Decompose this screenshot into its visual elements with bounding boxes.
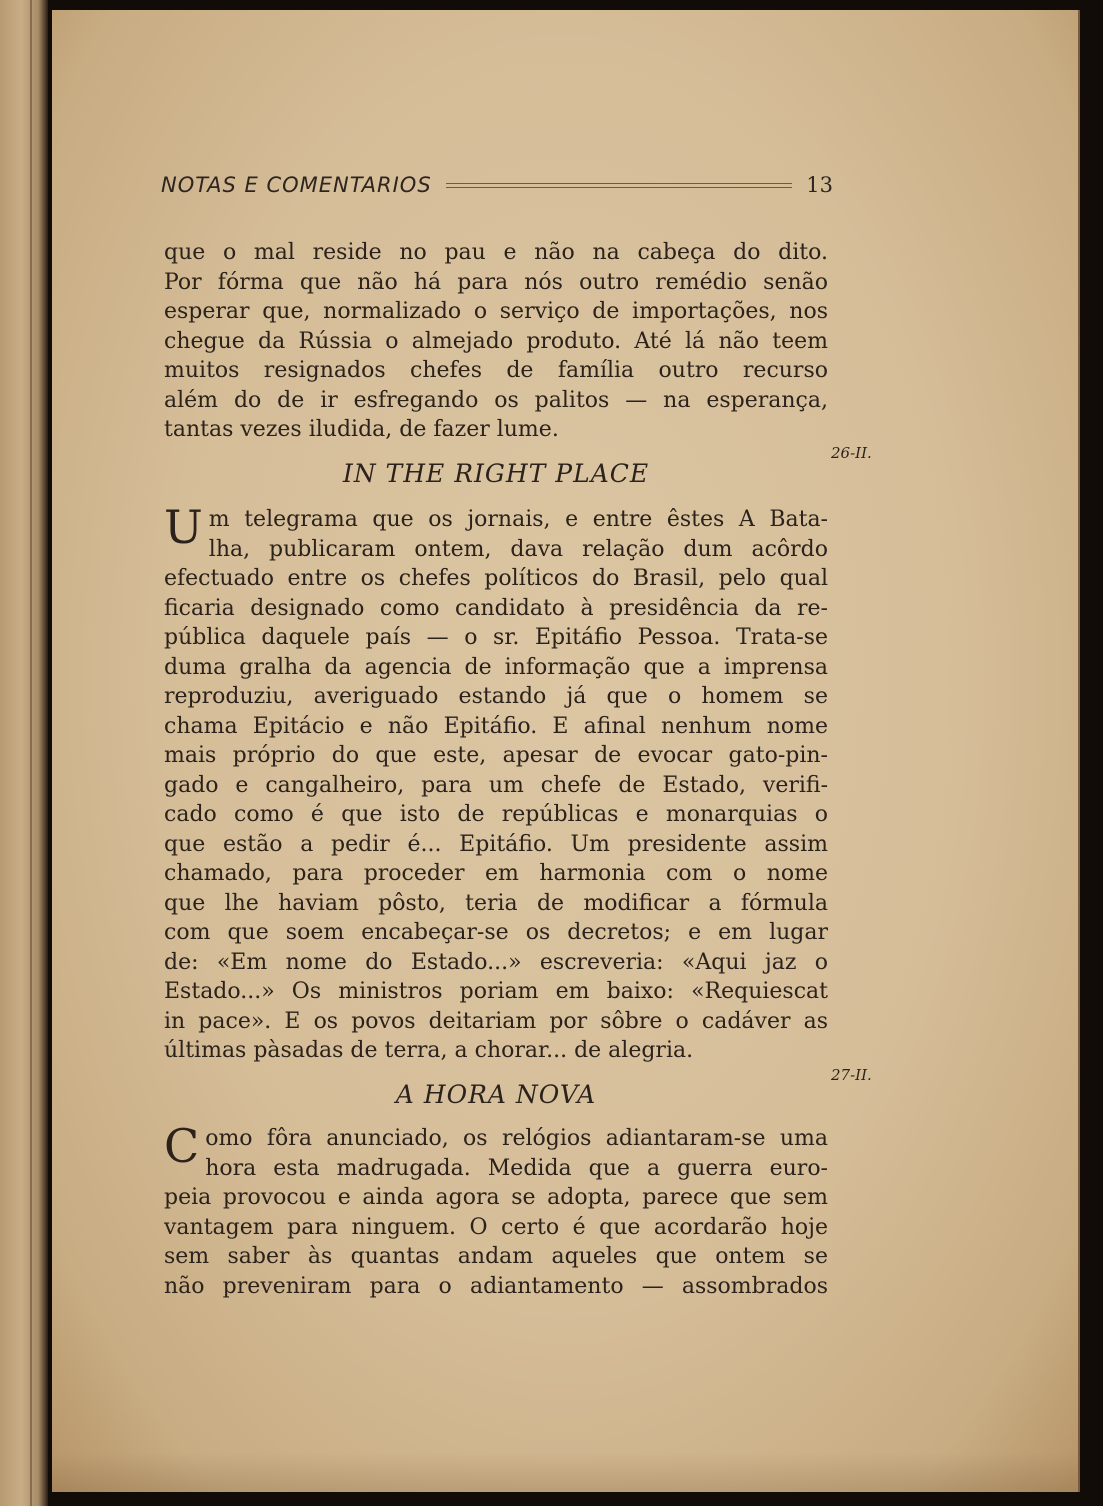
text-line: cado como é que isto de repúblicas e monarquias o xyxy=(164,802,828,827)
section-paragraph xyxy=(164,1119,828,1301)
running-title: NOTAS E COMENTARIOS xyxy=(161,173,432,197)
text-line: ficaria designado como candidato à presidência da re- xyxy=(164,595,828,621)
text-line: tantas vezes iludida, de fazer lume. xyxy=(164,417,559,442)
section-paragraph xyxy=(164,500,828,1066)
text-line: omo fôra anunciado, os relógios adiantaram-se uma xyxy=(205,1126,828,1151)
text-line: chama Epitácio e não Epitáfio. E afinal nenhum nome xyxy=(164,713,828,739)
text-line: muitos resignados chefes de família outro recurso xyxy=(164,358,828,383)
text-line: efectuado entre os chefes políticos do Brasil, pelo qual xyxy=(164,566,828,591)
date-line: 27-II. xyxy=(831,1066,872,1084)
text-line: duma gralha da agencia de informação que a imprensa xyxy=(164,654,828,680)
text-line: além do de ir esfregando os palitos — na esperança, xyxy=(164,387,828,413)
date-line: 26-II. xyxy=(831,444,872,462)
section-heading: IN THE RIGHT PLACE xyxy=(342,459,650,488)
text-line: Estado...» Os ministros poriam em baixo: «Requiescat xyxy=(164,979,828,1004)
text-line: que estão a pedir é... Epitáfio. Um presidente assim xyxy=(164,831,828,857)
text-line: Por fórma que não há para nós outro remédio senão xyxy=(164,269,828,295)
text-line: mais próprio do que este, apesar de evocar gato-pin- xyxy=(164,743,828,768)
text-line: pública daquele país — o sr. Epitáfio Pessoa. Trata-se xyxy=(164,625,828,650)
text-line: sem saber às quantas andam aqueles que ontem se xyxy=(164,1244,828,1269)
section-heading: A HORA NOVA xyxy=(395,1080,597,1109)
text-line: hora esta madrugada. Medida que a guerra euro- xyxy=(205,1155,828,1181)
text-line: de: «Em nome do Estado...» escreveria: «Aqui jaz o xyxy=(164,949,828,975)
text-line: m telegrama que os jornais, e entre êstes A Bata- xyxy=(208,507,828,532)
previous-page-edge xyxy=(0,0,48,1506)
drop-cap: U xyxy=(164,500,203,554)
intro-paragraph xyxy=(164,238,828,445)
text-line: esperar que, normalizado o serviço de importações, nos xyxy=(164,299,828,324)
header-rule xyxy=(446,183,793,188)
text-line: chegue da Rússia o almejado produto. Até lá não teem xyxy=(164,328,828,354)
drop-cap: C xyxy=(164,1119,200,1173)
text-line: não preveniram para o adiantamento — assombrados xyxy=(164,1273,828,1299)
text-line: que lhe haviam pôsto, teria de modificar a fórmula xyxy=(164,890,828,916)
text-line: peia provocou e ainda agora se adopta, parece que sem xyxy=(164,1185,828,1210)
text-line: que o mal reside no pau e não na cabeça do dito. xyxy=(164,240,828,265)
text-line: gado e cangalheiro, para um chefe de Estado, verifi- xyxy=(164,772,828,798)
text-line: reproduziu, averiguado estando já que o homem se xyxy=(164,684,828,709)
gutter-line xyxy=(30,0,32,1506)
running-header xyxy=(161,168,833,202)
text-line: últimas pàsadas de terra, a chorar... de alegria. xyxy=(164,1038,694,1063)
text-line: vantagem para ninguem. O certo é que acordarão hoje xyxy=(164,1214,828,1240)
text-line: lha, publicaram ontem, dava relação dum acôrdo xyxy=(208,536,828,562)
text-line: in pace». E os povos deitariam por sôbre o cadáver as xyxy=(164,1008,828,1034)
text-line: com que soem encabeçar-se os decretos; e em lugar xyxy=(164,920,828,945)
page-number: 13 xyxy=(806,173,833,197)
text-line: chamado, para proceder em harmonia com o nome xyxy=(164,861,828,886)
